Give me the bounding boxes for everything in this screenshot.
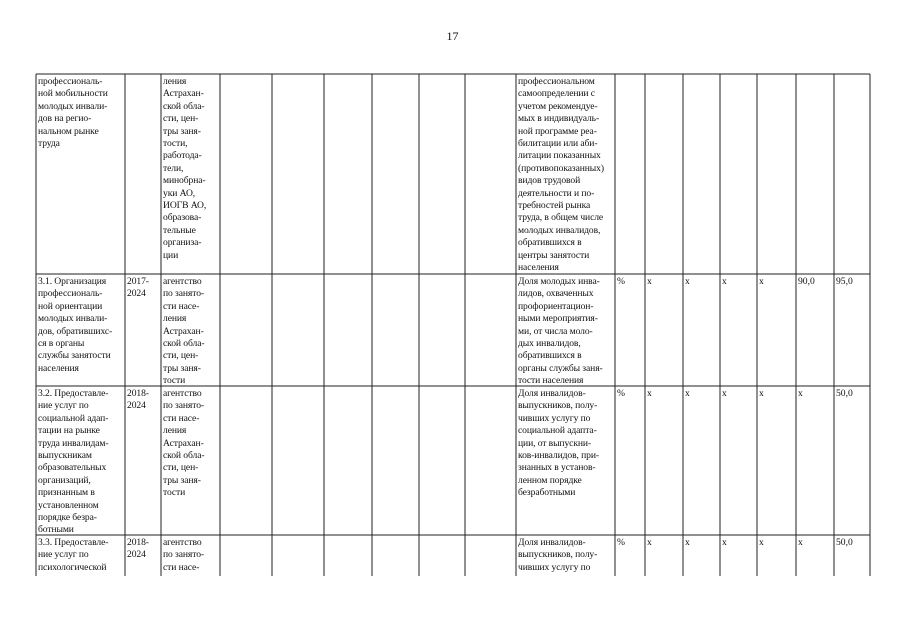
cell-value-row-2: x	[722, 388, 727, 399]
cell-value-row-3: x	[685, 537, 690, 548]
cell-value-row-1: x	[722, 276, 727, 287]
cell-name-row-3: 3.3. Предоставле- ние услуг по психологической	[38, 537, 109, 573]
cell-value-row-3: x	[759, 537, 764, 548]
cell-value-row-3: 50,0	[836, 537, 853, 548]
cell-value-row-1: 90,0	[798, 276, 815, 287]
cell-value-row-2: x	[759, 388, 764, 399]
cell-unit-row-2: %	[617, 388, 625, 399]
cell-executor-row-3: агентство по занято- сти насе-	[163, 537, 204, 573]
cell-value-row-2: x	[647, 388, 652, 399]
cell-executor-row-2: агентство по занято- сти насе- ления Астрахан- ской обла- сти, цен- тры заня- тости	[163, 388, 205, 499]
cell-value-row-3: x	[798, 537, 803, 548]
cell-years-row-3: 2018- 2024	[127, 537, 149, 561]
cell-value-row-1: x	[685, 276, 690, 287]
cell-value-row-3: x	[647, 537, 652, 548]
cell-value-row-2: x	[685, 388, 690, 399]
cell-value-row-1: x	[647, 276, 652, 287]
cell-executor-row-1: агентство по занято- сти насе- ления Астрахан- ской обла- сти, цен- тры заня- тости	[163, 276, 205, 387]
cell-value-row-3: x	[722, 537, 727, 548]
cell-unit-row-1: %	[617, 276, 625, 287]
cell-indicator-row-3: Доля инвалидов- выпускников, полу- чивших услугу по	[518, 537, 598, 573]
cell-name-row-2: 3.2. Предоставле- ние услуг по социальной адап- тации на рынке труда инвалидам- выпускникам образовательных организаций, признанным в установленном порядке безра- ботными	[38, 388, 109, 536]
cell-value-row-2: x	[798, 388, 803, 399]
cell-years-row-2: 2018- 2024	[127, 388, 149, 412]
cell-indicator-row-1: Доля молодых инва- лидов, охваченных профориентацион- ными мероприятия- ми, от числа моло- дых инвалидов, обратившихся в органы службы заня- тости населения	[518, 276, 603, 387]
cell-name-row-1: 3.1. Организация профессиональ- ной ориентации молодых инвали- дов, обратившихс- ся в органы службы занятости населения	[38, 276, 113, 374]
cell-indicator-row-2: Доля инвалидов- выпускников, полу- чивших услугу по социальной адапта- ции, от выпускни- ков-инвалидов, при- знанных в установ- ленном порядке безработными	[518, 388, 599, 499]
cell-value-row-1: x	[759, 276, 764, 287]
cell-value-row-2: 50,0	[836, 388, 853, 399]
cell-years-row-1: 2017- 2024	[127, 276, 149, 300]
cell-name-row-0: професcиональ- ной мобильности молодых инвали- дов на регио- нальном рынке труда	[38, 76, 108, 150]
cell-unit-row-3: %	[617, 537, 625, 548]
cell-value-row-1: 95,0	[836, 276, 853, 287]
page-number: 17	[446, 29, 459, 43]
cell-indicator-row-0: профессиональном самоопределении с учетом рекомендуе- мых в индивидуаль- ной программе реа- билитации или аби- литации показанных (противопоказанных) видов трудовой деятельности и по- требностей рынка труда, в общем числе молодых инвалидов, обратившихся в центры занятости населения	[518, 76, 604, 274]
cell-executor-row-0: ления Астрахан- ской обла- сти, цен- тры заня- тости, работода- тели, минобрна- уки АО, ИОГВ АО, образова- тельные организа- ции	[163, 76, 207, 261]
